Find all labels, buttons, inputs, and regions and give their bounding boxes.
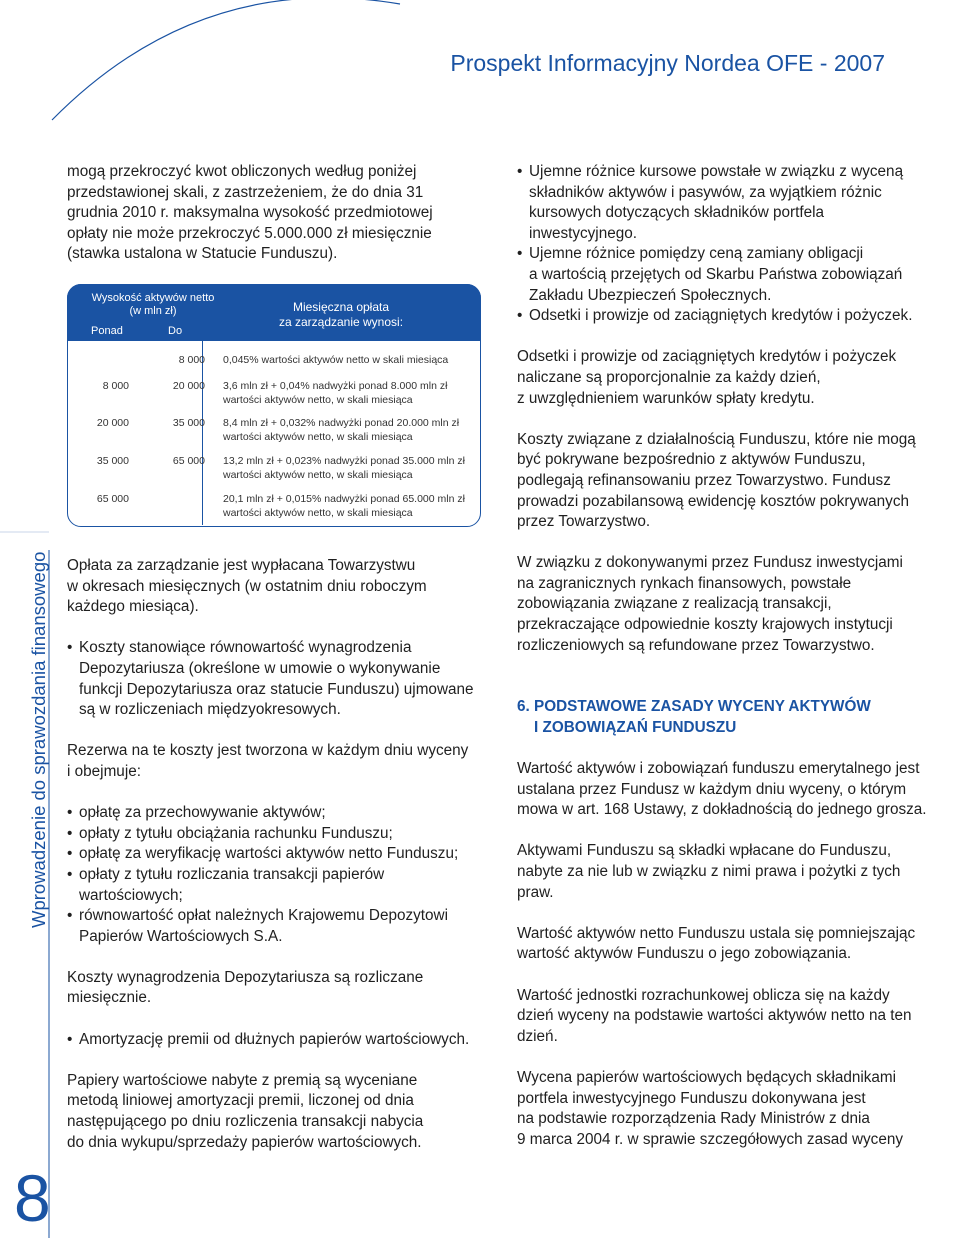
text-line: następującego po dniu rozliczenia transakcji nabycia: [67, 1113, 424, 1131]
cell-do: 35 000: [172, 417, 205, 429]
paragraph: [67, 741, 497, 782]
text-line: Depozytariusza (określone w umowie o wykonywanie: [79, 659, 441, 677]
text-line: każdego miesiąca).: [67, 598, 199, 616]
bullet-item: [67, 865, 497, 906]
cell-fee: [223, 492, 473, 520]
col-do-header: Do: [168, 325, 183, 337]
cell-fee: [223, 379, 473, 407]
text-line: dzień wyceny na podstawie wartości aktywów netto na ten: [517, 1007, 912, 1025]
text-line: Wartość aktywów i zobowiązań funduszu emerytalnego jest: [517, 760, 920, 778]
paragraph: [517, 1068, 942, 1150]
cell-ponad: 65 000: [96, 493, 129, 505]
text-line: opłaty z tytułu obciążania rachunku Funduszu;: [79, 824, 393, 842]
document-title: Prospekt Informacyjny Nordea OFE - 2007: [450, 50, 885, 76]
text-line: Ujemne różnice pomiędzy ceną zamiany obligacji: [529, 245, 864, 263]
text-line: dzień.: [517, 1027, 558, 1045]
text-line: rozliczeniowych są refundowane przez Towarzystwo.: [517, 636, 875, 654]
text-line: zobowiązania związane z realizacją transakcji,: [517, 595, 832, 613]
text-line: praw.: [517, 883, 554, 901]
text-line: z uwzględnieniem warunków spłaty kredytu.: [517, 389, 815, 407]
text-line: inwestycyjnego.: [529, 224, 637, 242]
column-divider: [202, 341, 203, 525]
cell-fee: [223, 454, 473, 482]
bullet-item: [67, 638, 497, 720]
bullet-item: [517, 244, 942, 306]
text-line: opłaty nie może przekroczyć 5.000.000 zł miesięcznie: [67, 224, 432, 242]
text-line: i obejmuje:: [67, 762, 141, 780]
fee-line: wartości aktywów netto, w skali miesiąca: [223, 469, 413, 481]
text-line: a wartością przejętych od Skarbu Państwa zobowiązań: [529, 265, 903, 283]
text-line: Aktywami Funduszu są składki wpłacane do Funduszu,: [517, 842, 892, 860]
bullet-list: [67, 803, 497, 947]
text-line: do dnia wykupu/sprzedaży papierów wartościowych.: [67, 1133, 422, 1151]
cell-ponad: 20 000: [96, 417, 129, 429]
assets-header: Wysokość aktywów netto (w mln zł): [91, 292, 215, 317]
paragraph: [517, 759, 942, 821]
text-line: przekraczające odpowiednie koszty krajowych instytucji: [517, 616, 893, 634]
bullet-item: [67, 1030, 497, 1051]
bullet-item: [517, 162, 942, 244]
text-line: Wartość aktywów netto Funduszu ustala się pomniejszając: [517, 924, 916, 942]
text-line: Amortyzację premii od dłużnych papierów wartościowych.: [79, 1030, 470, 1048]
fee-line: 13,2 mln zł + 0,023% nadwyżki ponad 35.000 mln zł: [223, 455, 465, 467]
text-line: Odsetki i prowizje od zaciągniętych kredytów i pożyczek: [517, 348, 897, 366]
fee-line: 20,1 mln zł + 0,015% nadwyżki ponad 65.000 mln zł: [223, 493, 465, 505]
text-line: Papierów Wartościowych S.A.: [79, 927, 283, 945]
paragraph: [67, 968, 497, 1009]
text-line: składników aktywów i pasywów, za wyjątkiem różnic: [529, 183, 882, 201]
management-fee-table: [67, 284, 481, 527]
text-line: Ujemne różnice kursowe powstałe w związku z wyceną: [529, 163, 904, 180]
text-line: podlegają refinansowaniu przez Towarzystwo. Fundusz: [517, 471, 891, 489]
fee-line: wartości aktywów netto, w skali miesiąca: [223, 431, 413, 443]
bullet-list: [517, 162, 942, 327]
table-header: [67, 284, 481, 341]
section-side-label: Wprowadzenie do sprawozdania finansowego: [28, 551, 49, 928]
text-line: 9 marca 2004 r. w sprawie szczegółowych zasad wyceny: [517, 1130, 903, 1148]
text-line: Zakładu Ubezpieczeń Społecznych.: [529, 286, 772, 304]
fee-line: 3,6 mln zł + 0,04% nadwyżki ponad 8.000 mln zł: [223, 380, 448, 392]
right-column: [517, 162, 942, 1171]
text-line: nabyte za nie lub w związku z nimi prawa i pożytki z tych: [517, 863, 901, 880]
text-line: metodą liniowej amortyzacji premii, liczonej od dnia: [67, 1092, 414, 1110]
text-line: ustalana przez Fundusz w każdym dniu wyceny, o którym: [517, 780, 907, 798]
text-line: w okresach miesięcznych (w ostatnim dniu roboczym: [67, 577, 427, 595]
fee-line: wartości aktywów netto, w skali miesiąca: [223, 394, 413, 406]
paragraph: [517, 924, 942, 965]
paragraph: [517, 986, 942, 1048]
cell-ponad: 8 000: [102, 380, 129, 392]
text-line: Koszty stanowiące równowartość wynagrodzenia: [79, 639, 412, 657]
fee-header: Miesięczna opłata za zarządzanie wynosi:: [278, 300, 404, 329]
text-line: Koszty związane z działalnością Funduszu, które nie mogą: [517, 430, 916, 448]
text-line: portfela inwestycyjnego Funduszu dokonywana jest: [517, 1089, 866, 1107]
text-line: (stawka ustalona w Statucie Funduszu).: [67, 245, 338, 263]
cell-fee: [223, 353, 473, 367]
text-line: mowa w art. 168 Ustawy, z dokładnością do jednego grosza.: [517, 801, 927, 819]
text-line: Opłata za zarządzanie jest wypłacana Towarzystwu: [67, 557, 416, 574]
text-line: wartość aktywów Funduszu o jego zobowiązania.: [517, 945, 852, 963]
text-line: mogą przekroczyć kwot obliczonych według poniżej: [67, 163, 417, 180]
text-line: Wycena papierów wartościowych będących składnikami: [517, 1068, 897, 1086]
page-number: 8: [14, 1161, 51, 1235]
cell-ponad: 35 000: [96, 455, 129, 467]
bullet-item: [67, 803, 497, 824]
cell-do: 65 000: [172, 455, 205, 467]
left-column: [67, 556, 497, 1174]
text-line: miesięcznie.: [67, 989, 152, 1007]
text-line: naliczane są proporcjonalnie za każdy dzień,: [517, 368, 821, 386]
text-line: przez Towarzystwo.: [517, 513, 651, 531]
intro-paragraph: [67, 162, 487, 265]
fee-line: wartości aktywów netto, w skali miesiąca: [223, 507, 413, 519]
text-line: opłatę za weryfikację wartości aktywów netto Funduszu;: [79, 845, 459, 863]
text-line: kursowych dotyczących składników portfela: [529, 204, 825, 222]
text-line: na zagranicznych rynkach finansowych, powstałe: [517, 574, 852, 592]
section-heading: 6. PODSTAWOWE ZASADY WYCENY AKTYWÓW I ZOBOWIĄZAŃ FUNDUSZU: [517, 698, 871, 736]
text-line: opłatę za przechowywanie aktywów;: [79, 804, 326, 822]
text-line: W związku z dokonywanymi przez Fundusz inwestycjami: [517, 554, 903, 572]
bullet-item: [517, 306, 942, 327]
text-line: równowartość opłat należnych Krajowemu Depozytowi: [79, 907, 449, 925]
text-line: Wartość jednostki rozrachunkowej oblicza się na każdy: [517, 986, 890, 1004]
fee-line: 0,045% wartości aktywów netto w skali miesiąca: [223, 354, 449, 366]
text-line: są w rozliczeniach międzyokresowych.: [79, 701, 341, 719]
text-line: być pokrywane bezpośrednio z aktywów Funduszu,: [517, 451, 866, 469]
bullet-item: [67, 844, 497, 865]
cell-fee: [223, 416, 473, 444]
text-line: grudnia 2010 r. maksymalna wysokość przedmiotowej: [67, 204, 433, 222]
paragraph: [517, 841, 942, 903]
paragraph: [517, 553, 942, 656]
text-line: funkcji Depozytariusza oraz statucie Funduszu) ujmowane: [79, 680, 474, 698]
text-line: Rezerwa na te koszty jest tworzona w każdym dniu wyceny: [67, 742, 469, 760]
text-line: opłaty z tytułu rozliczania transakcji papierów: [79, 865, 385, 883]
text-line: na podstawie rozporządzenia Rady Ministrów z dnia: [517, 1110, 870, 1128]
text-line: Papiery wartościowe nabyte z premią są wyceniane: [67, 1071, 418, 1089]
text-line: przedstawionej skali, z zastrzeżeniem, że do dnia 31: [67, 183, 424, 201]
cell-do: 20 000: [172, 380, 205, 392]
paragraph: [67, 556, 497, 618]
text-line: Koszty wynagrodzenia Depozytariusza są rozliczane: [67, 968, 424, 986]
cell-do: 8 000: [178, 354, 205, 366]
paragraph: [67, 1071, 497, 1153]
text-line: Odsetki i prowizje od zaciągniętych kredytów i pożyczek.: [529, 307, 913, 325]
bullet-item: [67, 906, 497, 947]
fee-line: 8,4 mln zł + 0,032% nadwyżki ponad 20.000 mln zł: [223, 417, 460, 429]
paragraph: [517, 430, 942, 533]
bullet-item: [67, 824, 497, 845]
text-line: wartościowych;: [79, 886, 183, 904]
col-ponad-header: Ponad: [91, 325, 123, 337]
paragraph: [517, 347, 942, 409]
text-line: prowadzi pozabilansową ewidencję kosztów pokrywanych: [517, 492, 909, 510]
